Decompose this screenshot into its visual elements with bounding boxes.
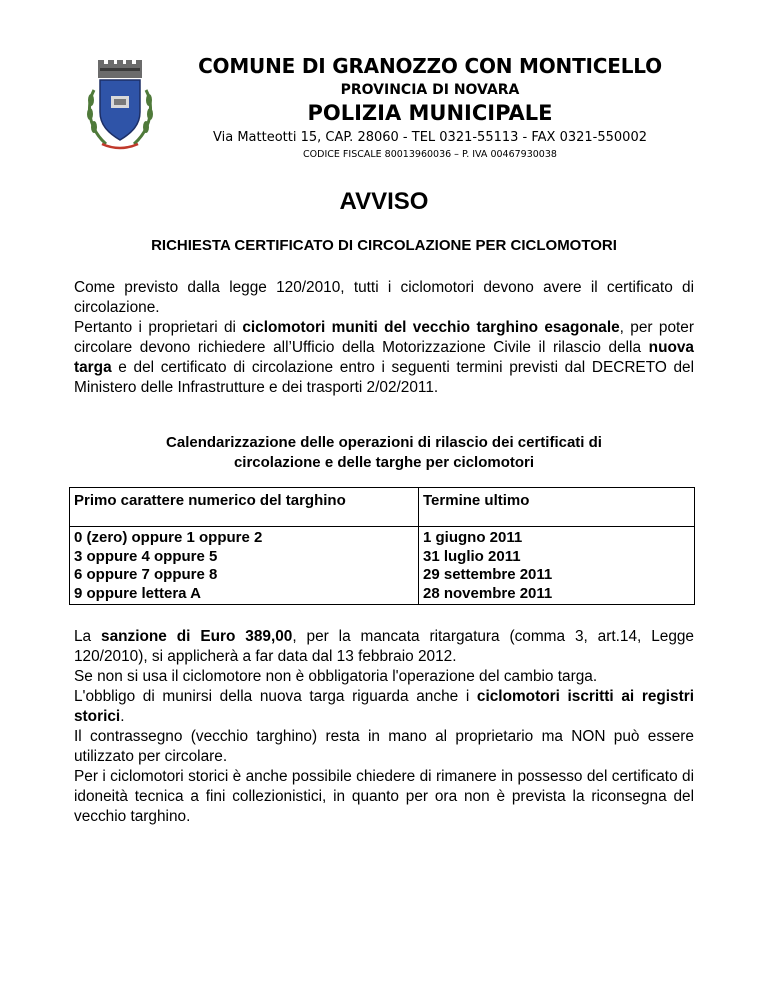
intro-text-run: e del certificato di circolazione entro i seguenti termini previsti dal DECRETO del Ministero delle Infrastrutture e dei trasporti 2/02/2011. — [74, 359, 694, 396]
sanction-paragraph — [74, 627, 694, 667]
table-cell-deadline: 1 giugno 2011 — [423, 529, 523, 546]
schedule-table — [69, 487, 695, 605]
unused-vehicle-paragraph: Se non si usa il ciclomotore non è obbligatoria l'operazione del cambio targa. — [74, 668, 598, 685]
old-plate-paragraph: Il contrassegno (vecchio targhino) resta in mano al proprietario ma NON può essere utilizzato per circolare. — [74, 728, 694, 765]
table-cell-deadline: 29 settembre 2011 — [423, 566, 553, 583]
footer-text-run: L'obbligo di munirsi della nuova targa riguarda anche i — [74, 688, 477, 705]
notice-title: AVVISO — [339, 188, 429, 215]
province-name: PROVINCIA DI NOVARA — [340, 82, 520, 98]
deadline-cell — [419, 527, 695, 605]
column-header-deadline: Termine ultimo — [419, 488, 695, 527]
footer-text-run: La — [74, 628, 102, 645]
intro-text-run: , per poter circolare devono richiedere all’Ufficio della Motorizzazione Civile il rilascio della — [74, 319, 694, 356]
calendar-title-line: circolazione e delle targhe per ciclomotori — [233, 454, 535, 471]
historic-registry-emphasis: ciclomotori iscritti ai registri storici — [74, 688, 695, 725]
intro-emphasis-new-plate: nuova targa — [74, 339, 694, 376]
municipal-coat-of-arms-icon — [84, 60, 156, 152]
sanction-amount: sanzione di Euro 389,00 — [101, 628, 293, 645]
table-body-row — [70, 527, 695, 605]
footer-text-run: , per la mancata ritargatura (comma 3, art.14, Legge 120/2010), si applicherà a far data dal 13 febbraio 2012. — [74, 628, 694, 665]
table-cell-characters: 3 oppure 4 oppure 5 — [74, 547, 218, 565]
table-cell-deadline: 31 luglio 2011 — [423, 547, 521, 565]
historic-registry-paragraph — [74, 687, 694, 727]
department-name: POLIZIA MUNICIPALE — [307, 101, 553, 125]
calendar-title-line: Calendarizzazione delle operazioni di rilascio dei certificati di — [166, 434, 602, 451]
fiscal-codes: CODICE FISCALE 80013960036 – P. IVA 00467930038 — [303, 149, 557, 160]
table-cell-characters: 9 oppure lettera A — [74, 584, 201, 602]
calendar-title — [74, 433, 694, 473]
contact-address: Via Matteotti 15, CAP. 28060 - TEL 0321-55113 - FAX 0321-550002 — [213, 130, 647, 145]
intro-text — [74, 278, 694, 398]
notice-subject: RICHIESTA CERTIFICATO DI CIRCOLAZIONE PER CICLOMOTORI — [151, 237, 617, 254]
intro-paragraph-2 — [74, 318, 694, 398]
closing-text — [74, 627, 694, 827]
intro-text-run: Pertanto i proprietari di — [74, 319, 243, 336]
letterhead — [160, 52, 700, 162]
municipality-name: COMUNE DI GRANOZZO CON MONTICELLO — [198, 54, 662, 78]
table-header-row — [70, 488, 695, 527]
table-cell-characters: 0 (zero) oppure 1 oppure 2 — [74, 529, 263, 546]
table-cell-characters: 6 oppure 7 oppure 8 — [74, 566, 218, 583]
intro-paragraph-1: Come previsto dalla legge 120/2010, tutti i ciclomotori devono avere il certificato di circolazione. — [74, 279, 694, 316]
characters-cell — [70, 527, 419, 605]
intro-emphasis-old-plate: ciclomotori muniti del vecchio targhino esagonale — [242, 319, 620, 336]
column-header-characters: Primo carattere numerico del targhino — [70, 488, 419, 527]
table-cell-deadline: 28 novembre 2011 — [423, 584, 553, 602]
footer-text-run: . — [120, 708, 125, 725]
historic-certificate-paragraph: Per i ciclomotori storici è anche possibile chiedere di rimanere in possesso del certificato di idoneità tecnica a fini collezionistici, in quanto per ora non è prevista la riconsegna del vecchio targhino. — [74, 768, 694, 825]
